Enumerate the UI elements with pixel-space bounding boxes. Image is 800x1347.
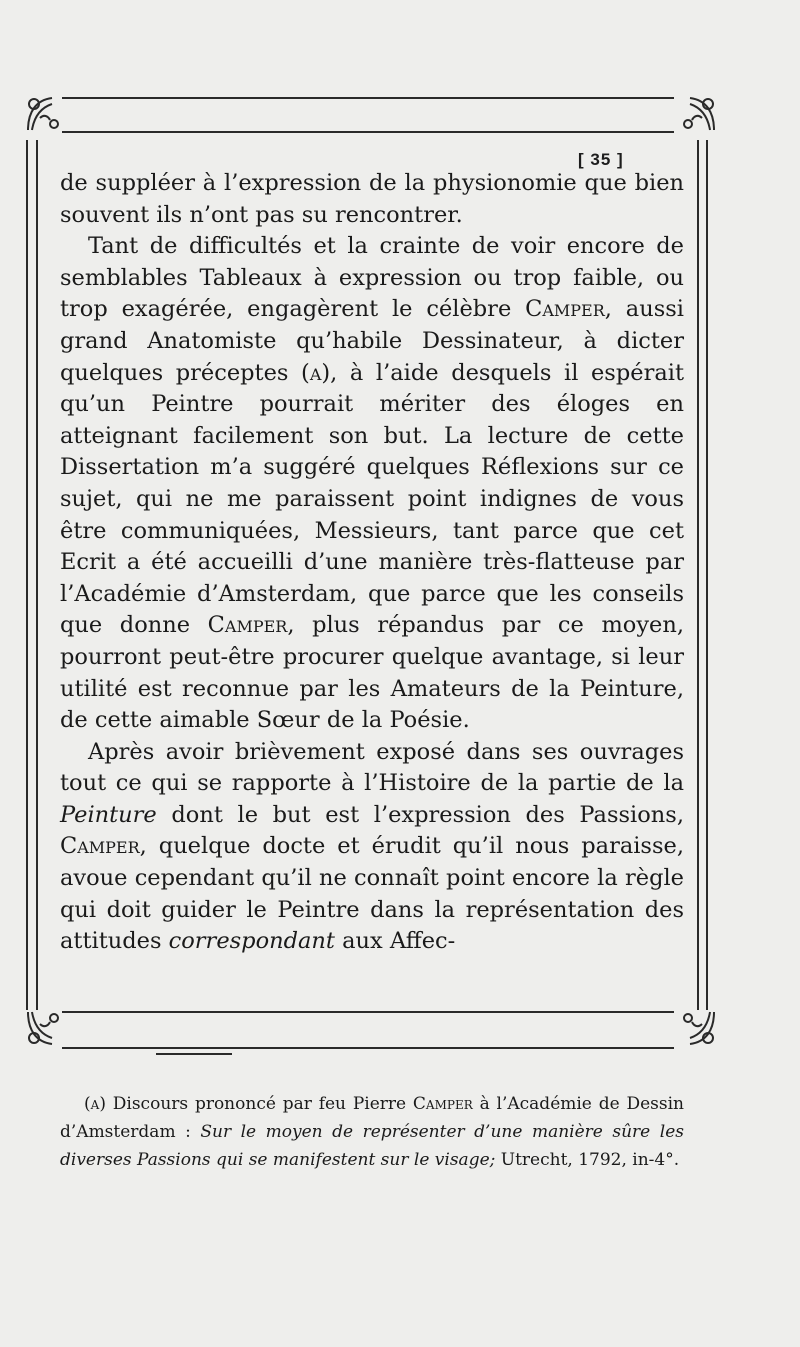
small-caps-text: a xyxy=(309,359,322,386)
text-run: Après avoir brièvement exposé dans ses ouvrages tout ce qui se rapporte à l’Histoire de la partie de la xyxy=(60,738,684,797)
frame-left-rule-inner xyxy=(36,140,38,1010)
frame-bottom-rule-outer xyxy=(62,1047,674,1049)
text-run: de suppléer à l’expression de la physionomie que bien souvent ils n’ont pas su rencontrer. xyxy=(60,170,684,228)
frame-top-rule-outer xyxy=(62,97,674,99)
paragraph xyxy=(60,737,684,958)
text-run: , aussi grand Anatomiste qu’habile Dessinateur, à dicter quelques préceptes ( xyxy=(60,296,684,386)
footnote xyxy=(60,1090,684,1174)
page-number: [ 35 ] xyxy=(578,150,624,169)
paragraph xyxy=(60,168,684,231)
small-caps-text: Camper xyxy=(525,296,605,323)
text-run: , quelque docte et érudit qu’il nous paraisse, avoue cependant qu’il ne connaît point encore la règle qui doit guider le Peintre dans la représentation des attitudes xyxy=(60,833,684,955)
text-run: Tant de difficultés et la crainte de voir encore de semblables Tableaux à expression ou trop faible, ou trop exagérée, engagèrent le célèbre xyxy=(60,233,684,323)
corner-ornament-icon xyxy=(676,92,720,136)
text-run: à l’Académie de Dessin d’Amsterdam : xyxy=(60,1094,684,1142)
small-caps-text: Camper xyxy=(60,833,140,860)
text-run: ( xyxy=(84,1094,91,1114)
small-caps-text: a xyxy=(90,1094,100,1114)
footnote-separator xyxy=(156,1053,232,1055)
small-caps-text: Camper xyxy=(207,612,288,639)
text-run: , plus répandus par ce moyen, pourront peut-être procurer quelque avantage, si leur utilité est reconnue par les Amateurs de la Peinture, de cette aimable Sœur de la Poésie. xyxy=(60,612,684,734)
italic-text: Sur le moyen de représenter d’une manière sûre les diverses Passions qui se manifestent sur le visage; xyxy=(60,1122,684,1170)
text-run: ), à l’aide desquels il espérait qu’un Peintre pourrait mériter des éloges en atteignant facilement son but. La lecture de cette Dissertation m’a suggéré quelques Réflexions sur ce sujet, qui ne me paraissent point indignes de vous être communiquées, Messieurs, tant parce que cet Ecrit a été accueilli d’une manière très-flatteuse par l’Académie d’Amsterdam, que parce que les conseils que donne xyxy=(60,359,684,639)
corner-ornament-icon xyxy=(676,1006,720,1050)
italic-text: Peinture xyxy=(60,801,157,828)
frame-right-rule-outer xyxy=(706,140,708,1010)
frame-top-rule-inner xyxy=(62,131,674,133)
frame-bottom-rule-inner xyxy=(62,1011,674,1013)
body-text xyxy=(60,168,684,958)
frame-left-rule-outer xyxy=(26,140,28,1010)
text-run: aux Affec- xyxy=(334,928,456,955)
footnote-paragraph xyxy=(60,1090,684,1174)
text-run: Utrecht, 1792, in-4°. xyxy=(495,1150,680,1170)
small-caps-text: Camper xyxy=(412,1094,473,1114)
text-run: ) Discours prononcé par feu Pierre xyxy=(99,1094,413,1114)
corner-ornament-icon xyxy=(22,1006,66,1050)
frame-right-rule-inner xyxy=(697,140,699,1010)
text-run: dont le but est l’expression des Passions, xyxy=(156,801,684,828)
italic-text: correspondant xyxy=(168,928,335,955)
corner-ornament-icon xyxy=(22,92,66,136)
paragraph xyxy=(60,231,684,737)
